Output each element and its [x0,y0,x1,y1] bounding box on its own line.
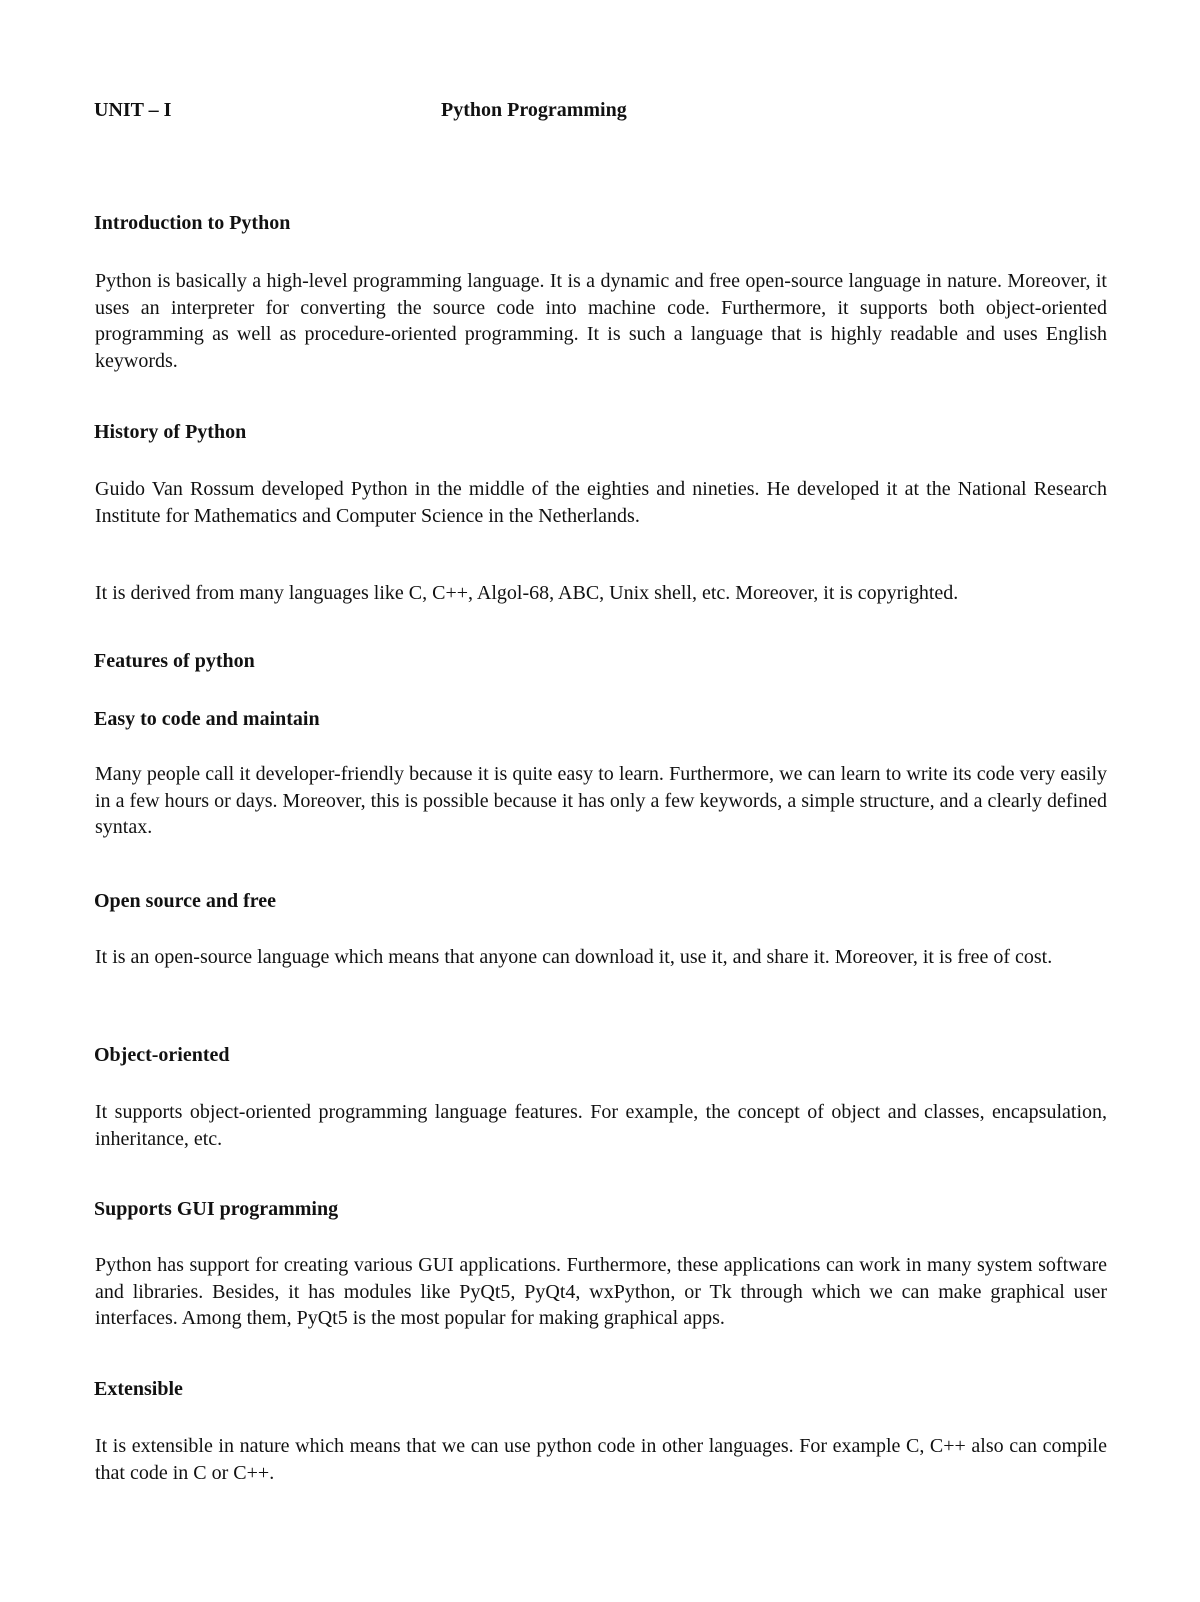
heading-gui-programming: Supports GUI programming [94,1198,339,1220]
heading-open-source: Open source and free [94,890,277,912]
paragraph-history-2: It is derived from many languages like C, C++, Algol-68, ABC, Unix shell, etc. Moreover, it is copyrighted. [95,582,959,604]
paragraph-introduction: Python is basically a high-level programming language. It is a dynamic and free open-source language in nature. Moreover, it uses an interpreter for converting the source code into machine code. Furthermore, it supports both object-oriented programming as well as procedure-oriented programming. It is such a language that is highly readable and uses English keywords. [95,270,1107,372]
heading-features: Features of python [94,650,255,672]
paragraph-open-source: It is an open-source language which means that anyone can download it, use it, and share it. Moreover, it is free of cost. [95,946,1053,968]
paragraph-easy-to-code: Many people call it developer-friendly because it is quite easy to learn. Furthermore, we can learn to write its code very easily in a few hours or days. Moreover, this is possible because it has only a few keywords, a simple structure, and a clearly defined syntax. [95,763,1107,839]
heading-extensible: Extensible [94,1378,183,1400]
document-title: Python Programming [441,99,627,121]
heading-easy-to-code: Easy to code and maintain [94,708,320,730]
heading-object-oriented: Object-oriented [94,1044,230,1066]
heading-history: History of Python [94,421,247,443]
paragraph-extensible: It is extensible in nature which means that we can use python code in other languages. For example C, C++ also can compile that code in C or C++. [95,1435,1107,1484]
paragraph-history-1: Guido Van Rossum developed Python in the middle of the eighties and nineties. He developed it at the National Research Institute for Mathematics and Computer Science in the Netherlands. [95,478,1107,527]
unit-label: UNIT – I [94,99,172,121]
paragraph-gui-programming: Python has support for creating various GUI applications. Furthermore, these applications can work in many system software and libraries. Besides, it has modules like PyQt5, PyQt4, wxPython, or Tk through which we can make graphical user interfaces. Among them, PyQt5 is the most popular for making graphical apps. [95,1254,1107,1330]
heading-introduction: Introduction to Python [94,212,291,234]
paragraph-object-oriented: It supports object-oriented programming language features. For example, the concept of object and classes, encapsulation, inheritance, etc. [95,1101,1107,1150]
